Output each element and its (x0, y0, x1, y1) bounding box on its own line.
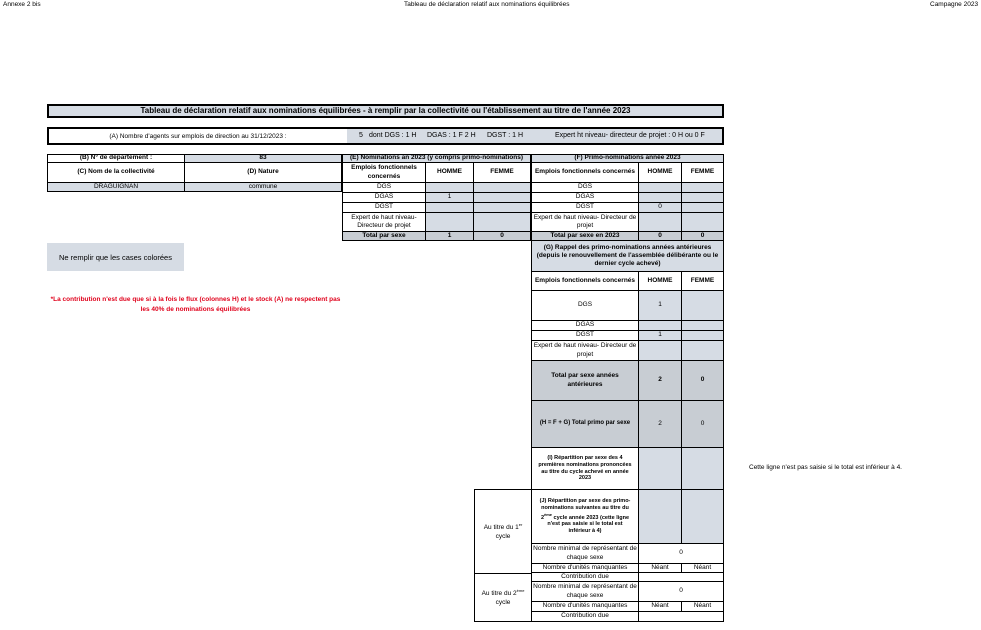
cycle-2-label (474, 573, 532, 622)
cycle-1-sup: er (518, 522, 523, 528)
table-g-j-label-a: (J) Répartition par sexe des primo-nominations suivantes au titre du 2 (539, 497, 631, 521)
table-e-title: (E) Nominations an 2023 (y compris primo-nominations) (342, 154, 531, 163)
table-g-total-primo-homme: 2 (638, 400, 682, 448)
header-left: Annexe 2 bis (3, 1, 41, 8)
nom-value[interactable]: DRAGUIGNAN (47, 182, 185, 192)
right-note: Cette ligne n'est pas saisie si le total est inférieur à 4. (749, 464, 902, 471)
table-f-row-label: DGS (531, 182, 639, 193)
agents-dgst: DGST : 1 H (487, 132, 524, 139)
table-g-total-ant-femme: 0 (681, 360, 724, 401)
nature-value[interactable]: commune (184, 182, 342, 192)
cycle-1-label-b: cycle (495, 532, 511, 540)
c2-manq-femme: Néant (681, 601, 724, 612)
table-f-total-femme: 0 (681, 231, 724, 241)
table-f-title: (F) Primo-nominations année 2023 (531, 154, 724, 163)
table-f-row-femme[interactable] (681, 212, 724, 232)
table-g-i-femme[interactable] (681, 447, 724, 490)
agents-total[interactable]: 5 (359, 132, 363, 139)
table-g-title: (G) Rappel des primo-nominations années antérieures (depuis le renouvellement de l'assemblée délibérante ou le dernier cycle achevé) (531, 240, 724, 272)
nature-label: (D) Nature (184, 162, 342, 183)
table-f-col-emploi: Emplois fonctionnels concernés (531, 162, 639, 183)
table-e-row-label: DGST (342, 202, 426, 213)
table-f-total-label: Total par sexe en 2023 (531, 231, 639, 241)
table-f-total-homme: 0 (638, 231, 682, 241)
table-f-row-label: DGST (531, 202, 639, 213)
table-e-col-emploi: Emplois fonctionnels concernés (342, 162, 426, 183)
table-f-row-label: DGAS (531, 192, 639, 203)
c2-manq-label: Nombre d'unités manquantes (531, 601, 639, 612)
table-g-total-primo-femme: 0 (681, 400, 724, 448)
table-g-dgst-label: DGST (531, 330, 639, 341)
table-f-row-label: Expert de haut niveau- Directeur de projet (531, 212, 639, 232)
c2-manq-homme: Néant (638, 601, 682, 612)
table-g-j-sup: ème (544, 511, 553, 517)
table-g-i-homme[interactable] (638, 447, 682, 490)
form-title: Tableau de déclaration relatif aux nominations équilibrées - à remplir par la collectivité ou l'établissement au titre de l'année 2023 (47, 104, 724, 118)
table-e-row-homme[interactable] (425, 212, 474, 232)
c2-contrib-label: Contribution due (531, 611, 639, 622)
dept-label: (B) N° de département : (47, 154, 185, 163)
table-g-dgs-label: DGS (531, 290, 639, 321)
table-e-total-femme: 0 (473, 231, 531, 241)
table-g-col-emploi: Emplois fonctionnels concernés (531, 271, 639, 291)
table-g-col-femme: FEMME (681, 271, 724, 291)
c2-min-label: Nombre minimal de représentant de chaque sexe (531, 581, 639, 602)
cycle-2-label-a: Au titre du 2 (481, 590, 517, 598)
table-e-row-label: DGAS (342, 192, 426, 203)
cycle-1-label (474, 489, 532, 574)
table-g-j-label (531, 489, 639, 544)
table-g-expert-femme[interactable] (681, 340, 724, 361)
agents-row (47, 127, 724, 145)
table-g-j-homme[interactable] (638, 489, 682, 544)
table-g-dgst-homme[interactable]: 1 (638, 330, 682, 341)
table-g-total-ant-homme: 2 (638, 360, 682, 401)
agents-expert: Expert ht niveau- directeur de projet : 0 H ou 0 F (555, 132, 705, 139)
table-g-total-ant-label: Total par sexe années antérieures (531, 360, 639, 401)
table-g-dgs-homme[interactable]: 1 (638, 290, 682, 321)
cycle-1-label-a: Au titre du 1 (483, 524, 519, 532)
dept-value[interactable]: 83 (184, 154, 342, 163)
table-f-row-homme[interactable]: 0 (638, 202, 682, 213)
table-f-col-femme: FEMME (681, 162, 724, 183)
table-g-i-label: (I) Répartition par sexe des 4 premières nominations prononcées au titre du cycle achevé en année 2023 (531, 447, 639, 490)
table-f-col-homme: HOMME (638, 162, 682, 183)
table-e-col-femme: FEMME (473, 162, 531, 183)
cycle-2-label-b: cycle (495, 598, 511, 606)
table-e-total-label: Total par sexe (342, 231, 426, 241)
table-e-row-label: DGS (342, 182, 426, 193)
agents-dgas: DGAS : 1 F 2 H (427, 132, 476, 139)
header-right: Campagne 2023 (930, 1, 979, 8)
table-f-row-homme[interactable] (638, 212, 682, 232)
colored-cells-note: Ne remplir que les cases colorées (47, 243, 184, 271)
c1-manq-femme: Néant (681, 563, 724, 573)
c1-contrib-label: Contribution due (531, 572, 639, 582)
nom-label: (C) Nom de la collectivité (47, 162, 185, 183)
table-g-dgas-label: DGAS (531, 320, 639, 331)
agents-dgs: dont DGS : 1 H (369, 132, 417, 139)
agents-label: (A) Nombre d'agents sur emplois de direction au 31/12/2023 : (49, 129, 348, 143)
table-g-j-label-b: cycle année 2023 (cette ligne n'est pas saisie si le total est inférieur à 4) (547, 514, 630, 535)
contribution-note: *La contribution n'est due que si à la fois le flux (colonnes H) et le stock (A) ne respectent pas les 40% de nominations équilibrées (50, 296, 341, 313)
c2-contrib-value (638, 611, 724, 622)
table-e-col-homme: HOMME (425, 162, 474, 183)
c1-min-label: Nombre minimal de représentant de chaque sexe (531, 543, 639, 564)
header-center: Tableau de déclaration relatif aux nominations équilibrées (404, 1, 570, 8)
c1-manq-homme: Néant (638, 563, 682, 573)
table-g-j-femme[interactable] (681, 489, 724, 544)
table-g-dgs-femme[interactable] (681, 290, 724, 321)
table-g-col-homme: HOMME (638, 271, 682, 291)
table-e-row-femme[interactable] (473, 212, 531, 232)
c2-min-value: 0 (638, 581, 724, 602)
table-g-expert-label: Expert de haut niveau- Directeur de projet (531, 340, 639, 361)
table-e-row-label: Expert de haut niveau- Directeur de projet (342, 212, 426, 232)
agents-values (347, 129, 722, 143)
table-e-row-homme[interactable]: 1 (425, 192, 474, 203)
table-g-expert-homme[interactable] (638, 340, 682, 361)
c1-manq-label: Nombre d'unités manquantes (531, 563, 639, 573)
cycle-2-sup: ème (516, 588, 525, 594)
table-e-total-homme: 1 (425, 231, 474, 241)
table-g-total-primo-label: (H = F + G) Total primo par sexe (531, 400, 639, 448)
c1-min-value: 0 (638, 543, 724, 564)
